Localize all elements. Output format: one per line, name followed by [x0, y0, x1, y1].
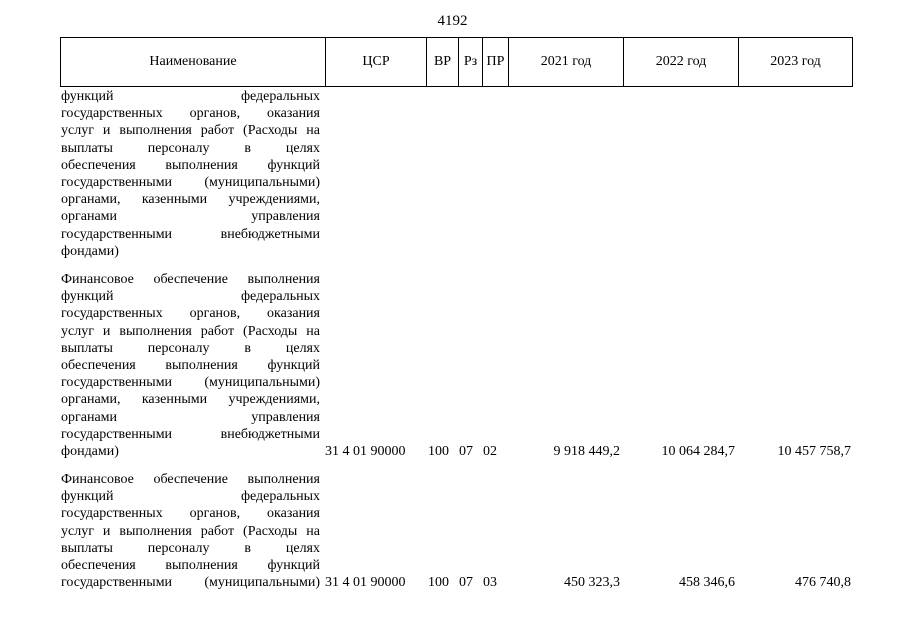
row-name-line: государственными внебюджетными — [61, 426, 320, 442]
header-rz: Рз — [458, 38, 482, 86]
row-pr: 02 — [483, 444, 497, 459]
row-name-line: Финансовое обеспечение выполнения — [61, 472, 320, 487]
row-rz: 07 — [459, 444, 473, 459]
header-2022: 2022 год — [623, 38, 738, 86]
row-name-line: органами управления — [61, 409, 320, 425]
header-vr: ВР — [426, 38, 458, 86]
table-header — [60, 37, 853, 87]
header-csr: ЦСР — [325, 38, 426, 86]
row-name-line: государственных органов, оказания — [61, 506, 320, 522]
row-name-line: услуг и выполнения работ (Расходы на — [61, 123, 320, 139]
header-pr: ПР — [482, 38, 508, 86]
row-name-line: фондами) — [61, 243, 119, 259]
row-name — [61, 271, 320, 460]
row-pr: 03 — [483, 575, 497, 590]
row-2023: 476 740,8 — [795, 575, 851, 590]
row-name-line: органами, казенными учреждениями, — [61, 392, 320, 408]
page-number: 4192 — [437, 13, 468, 29]
row-name-line: органами, казенными учреждениями, — [61, 192, 320, 208]
row-name-line: государственных органов, оказания — [61, 306, 320, 322]
row-name-line: функций федеральных — [61, 89, 320, 104]
header-name: Наименование — [149, 54, 237, 69]
row-name-line: фондами) — [61, 443, 119, 459]
row-name — [61, 88, 320, 260]
row-csr: 31 4 01 90000 — [325, 575, 406, 590]
row-2021: 450 323,3 — [564, 575, 620, 590]
row-name-line: услуг и выполнения работ (Расходы на — [61, 523, 320, 539]
row-name — [61, 471, 320, 591]
row-name-line: Финансовое обеспечение выполнения — [61, 272, 320, 287]
header-2021: 2021 год — [508, 38, 623, 86]
row-name-line: государственными (муниципальными) — [61, 174, 320, 190]
row-vr: 100 — [428, 444, 449, 459]
row-name-line: выплаты персоналу в целях — [61, 540, 320, 556]
row-vr: 100 — [428, 575, 449, 590]
row-name-line: государственными (муниципальными) — [61, 375, 320, 391]
row-2023: 10 457 758,7 — [777, 444, 851, 459]
row-name-line: государственных органов, оказания — [61, 106, 320, 122]
row-name-line: органами управления — [61, 209, 320, 225]
row-name-line: государственными внебюджетными — [61, 226, 320, 242]
row-name-line: обеспечения выполнения функций — [61, 357, 320, 373]
row-name-line: услуг и выполнения работ (Расходы на — [61, 323, 320, 339]
row-2021: 9 918 449,2 — [553, 444, 620, 459]
row-name-line: выплаты персоналу в целях — [61, 140, 320, 156]
row-name-line: функций федеральных — [61, 289, 320, 305]
row-name-line: функций федеральных — [61, 489, 320, 505]
row-csr: 31 4 01 90000 — [325, 444, 406, 459]
row-rz: 07 — [459, 575, 473, 590]
row-name-line: обеспечения выполнения функций — [61, 557, 320, 573]
header-2023: 2023 год — [738, 38, 852, 86]
row-2022: 10 064 284,7 — [661, 444, 735, 459]
row-name-line: обеспечения выполнения функций — [61, 157, 320, 173]
row-name-line: выплаты персоналу в целях — [61, 340, 320, 356]
row-2022: 458 346,6 — [679, 575, 735, 590]
row-name-line: государственными (муниципальными) — [61, 575, 320, 591]
